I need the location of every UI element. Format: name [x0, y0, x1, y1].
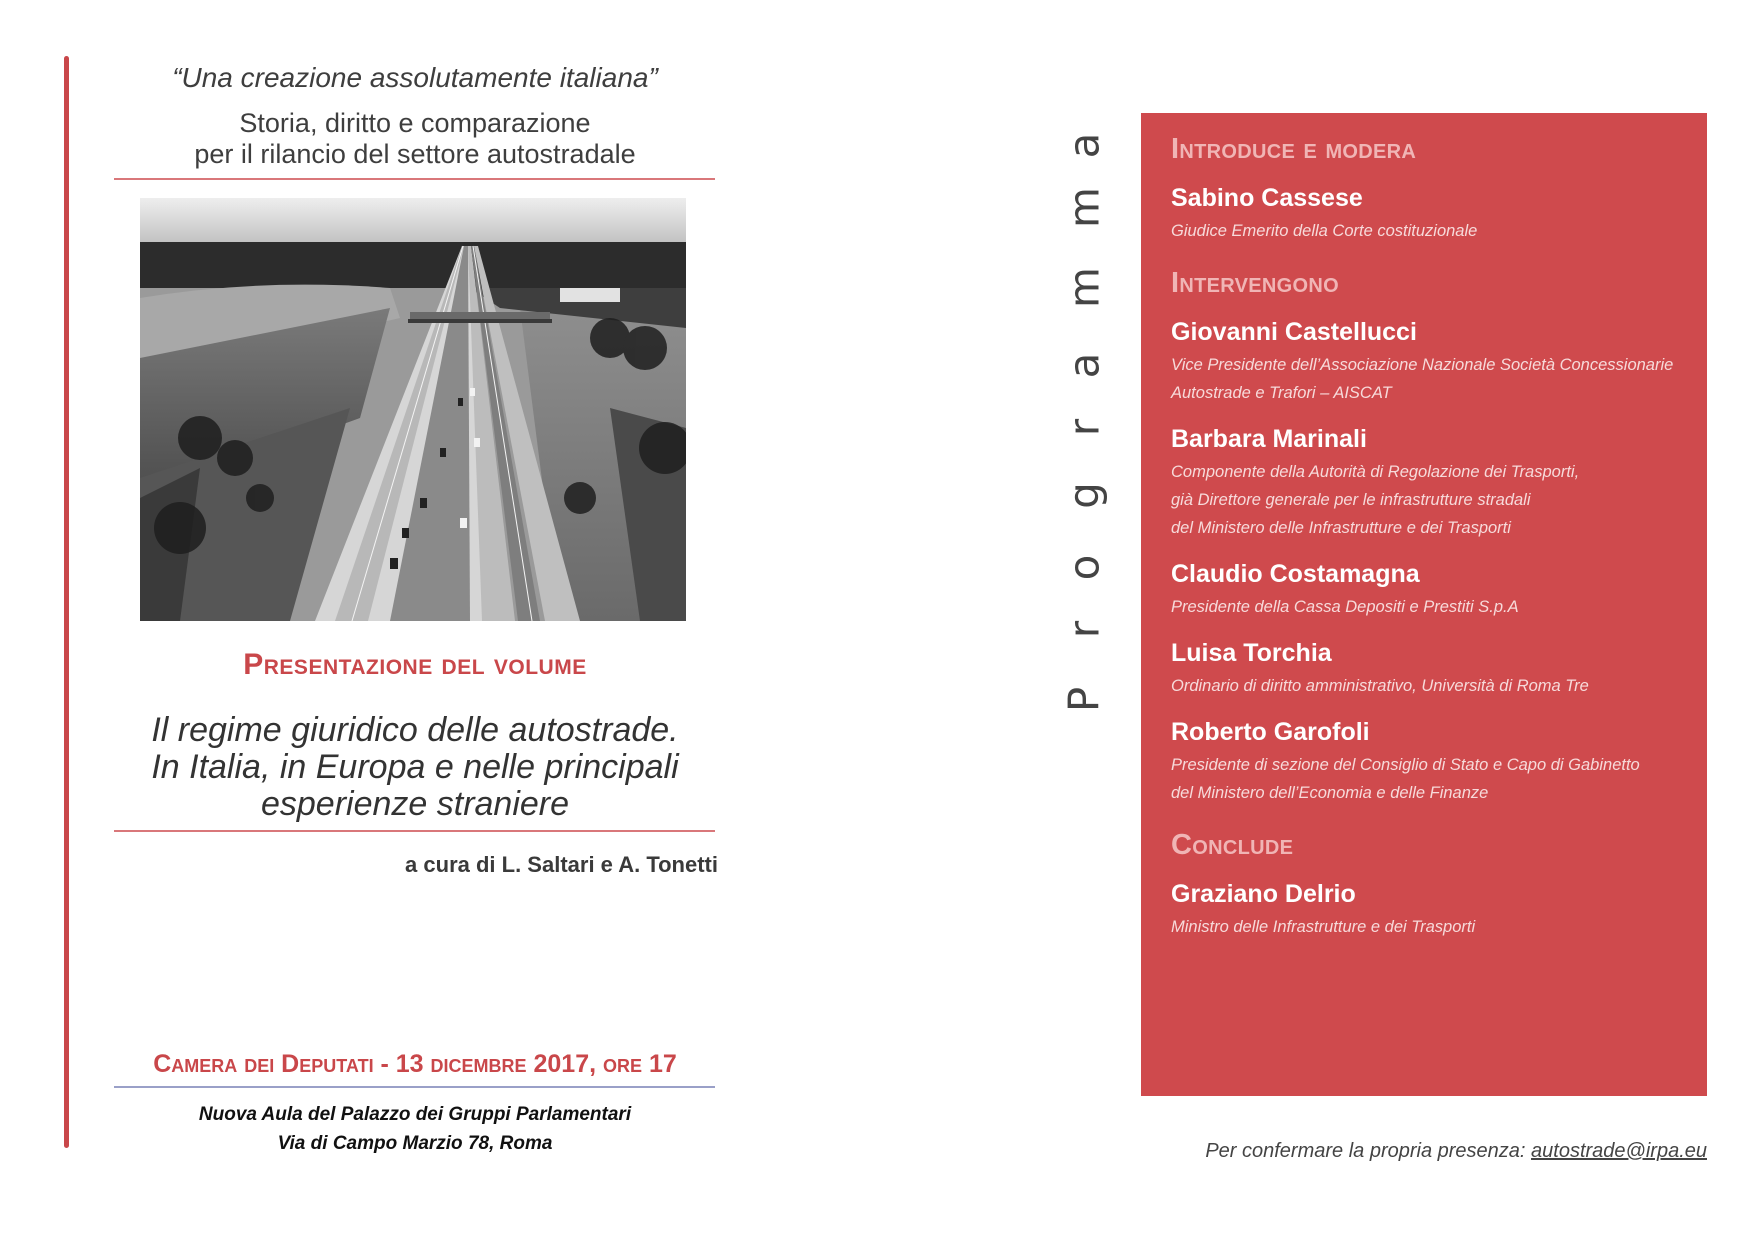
section-heading-intervengono: Intervengono [1171, 267, 1339, 299]
programma-letter: a [1059, 132, 1109, 159]
book-title-line-3: esperienze straniere [260, 785, 570, 823]
speaker [1171, 560, 1677, 621]
speaker-role-line: Ordinario di diritto amministrativo, Università di Roma Tre [1171, 677, 1589, 695]
rsvp-email-link[interactable]: autostrade@irpa.eu [1531, 1140, 1707, 1162]
venue-date: Camera dei Deputati - 13 dicembre 2017, ore 17 [153, 1050, 677, 1078]
presentation-label: Presentazione del volume [243, 648, 587, 681]
address-line-2: Via di Campo Marzio 78, Roma [277, 1133, 553, 1154]
speaker-name: Roberto Garofoli [1171, 718, 1370, 746]
book-title-line-1: Il regime giuridico delle autostrade. [151, 711, 679, 749]
programma-letter: r [1059, 620, 1109, 639]
speaker-role-line: Presidente della Cassa Depositi e Prestiti S.p.A [1171, 598, 1519, 616]
speaker-role [1171, 458, 1677, 542]
speaker [1171, 425, 1677, 542]
programma-letter: r [1059, 418, 1109, 437]
speaker-role-line: Autostrade e Trafori – AISCAT [1171, 384, 1392, 402]
rsvp-line [1141, 1140, 1707, 1163]
speaker [1171, 718, 1677, 807]
speaker-role: Giudice Emerito della Corte costituzionale [1171, 222, 1478, 240]
section-heading-conclude: Conclude [1171, 829, 1294, 861]
speaker-role-line: Presidente di sezione del Consiglio di Stato e Capo di Gabinetto [1171, 756, 1640, 774]
subtitle [112, 108, 718, 170]
speaker-role-line: del Ministero delle Infrastrutture e dei Trasporti [1171, 519, 1511, 537]
divider [114, 830, 715, 832]
programma-vertical-label [1054, 132, 1114, 725]
speaker-name: Giovanni Castellucci [1171, 318, 1417, 346]
speaker [1171, 880, 1677, 941]
speaker-role-line: Componente della Autorità di Regolazione dei Trasporti, [1171, 463, 1580, 481]
programma-letter: m [1059, 267, 1109, 308]
speaker-name: Claudio Costamagna [1171, 560, 1420, 588]
venue-address [112, 1100, 718, 1158]
rsvp-label: Per confermare la propria presenza: [1205, 1140, 1526, 1162]
book-title-line-2: In Italia, in Europa e nelle principali [151, 748, 679, 786]
programma-letter: g [1059, 482, 1109, 509]
speaker-role-line: già Direttore generale per le infrastrutture stradali [1171, 491, 1531, 509]
divider [114, 1086, 715, 1088]
speaker-role: Ministro delle Infrastrutture e dei Trasporti [1171, 918, 1476, 936]
book-title [112, 712, 718, 823]
highway-photo [140, 198, 686, 621]
divider [114, 178, 715, 180]
speaker [1171, 184, 1677, 245]
speaker-role-line: Vice Presidente dell’Associazione Nazionale Società Concessionarie [1171, 356, 1674, 374]
program-panel [1141, 113, 1707, 1096]
speaker-name: Luisa Torchia [1171, 639, 1332, 667]
speaker-role [1171, 672, 1677, 700]
title-quote: “Una creazione assolutamente italiana” [172, 62, 658, 93]
curators: a cura di L. Saltari e A. Tonetti [405, 852, 718, 877]
speaker-name: Graziano Delrio [1171, 880, 1356, 908]
programma-letter: a [1059, 352, 1109, 379]
speaker [1171, 639, 1677, 700]
programma-letter: P [1059, 686, 1109, 713]
programma-letter: o [1059, 554, 1109, 581]
speaker-role [1171, 593, 1677, 621]
speaker-name: Sabino Cassese [1171, 184, 1363, 212]
left-vertical-rule [64, 56, 69, 1148]
address-line-1: Nuova Aula del Palazzo dei Gruppi Parlamentari [198, 1104, 632, 1125]
programma-letter: m [1059, 187, 1109, 228]
speaker-name: Barbara Marinali [1171, 425, 1367, 453]
section-heading-introduce: Introduce e modera [1171, 133, 1417, 165]
speaker-role [1171, 351, 1677, 407]
speaker-role-line: del Ministero dell’Economia e delle Finanze [1171, 784, 1489, 802]
subtitle-line-1: Storia, diritto e comparazione [239, 108, 591, 138]
speaker [1171, 318, 1677, 407]
subtitle-line-2: per il rilancio del settore autostradale [194, 139, 636, 169]
speaker-role [1171, 751, 1677, 807]
